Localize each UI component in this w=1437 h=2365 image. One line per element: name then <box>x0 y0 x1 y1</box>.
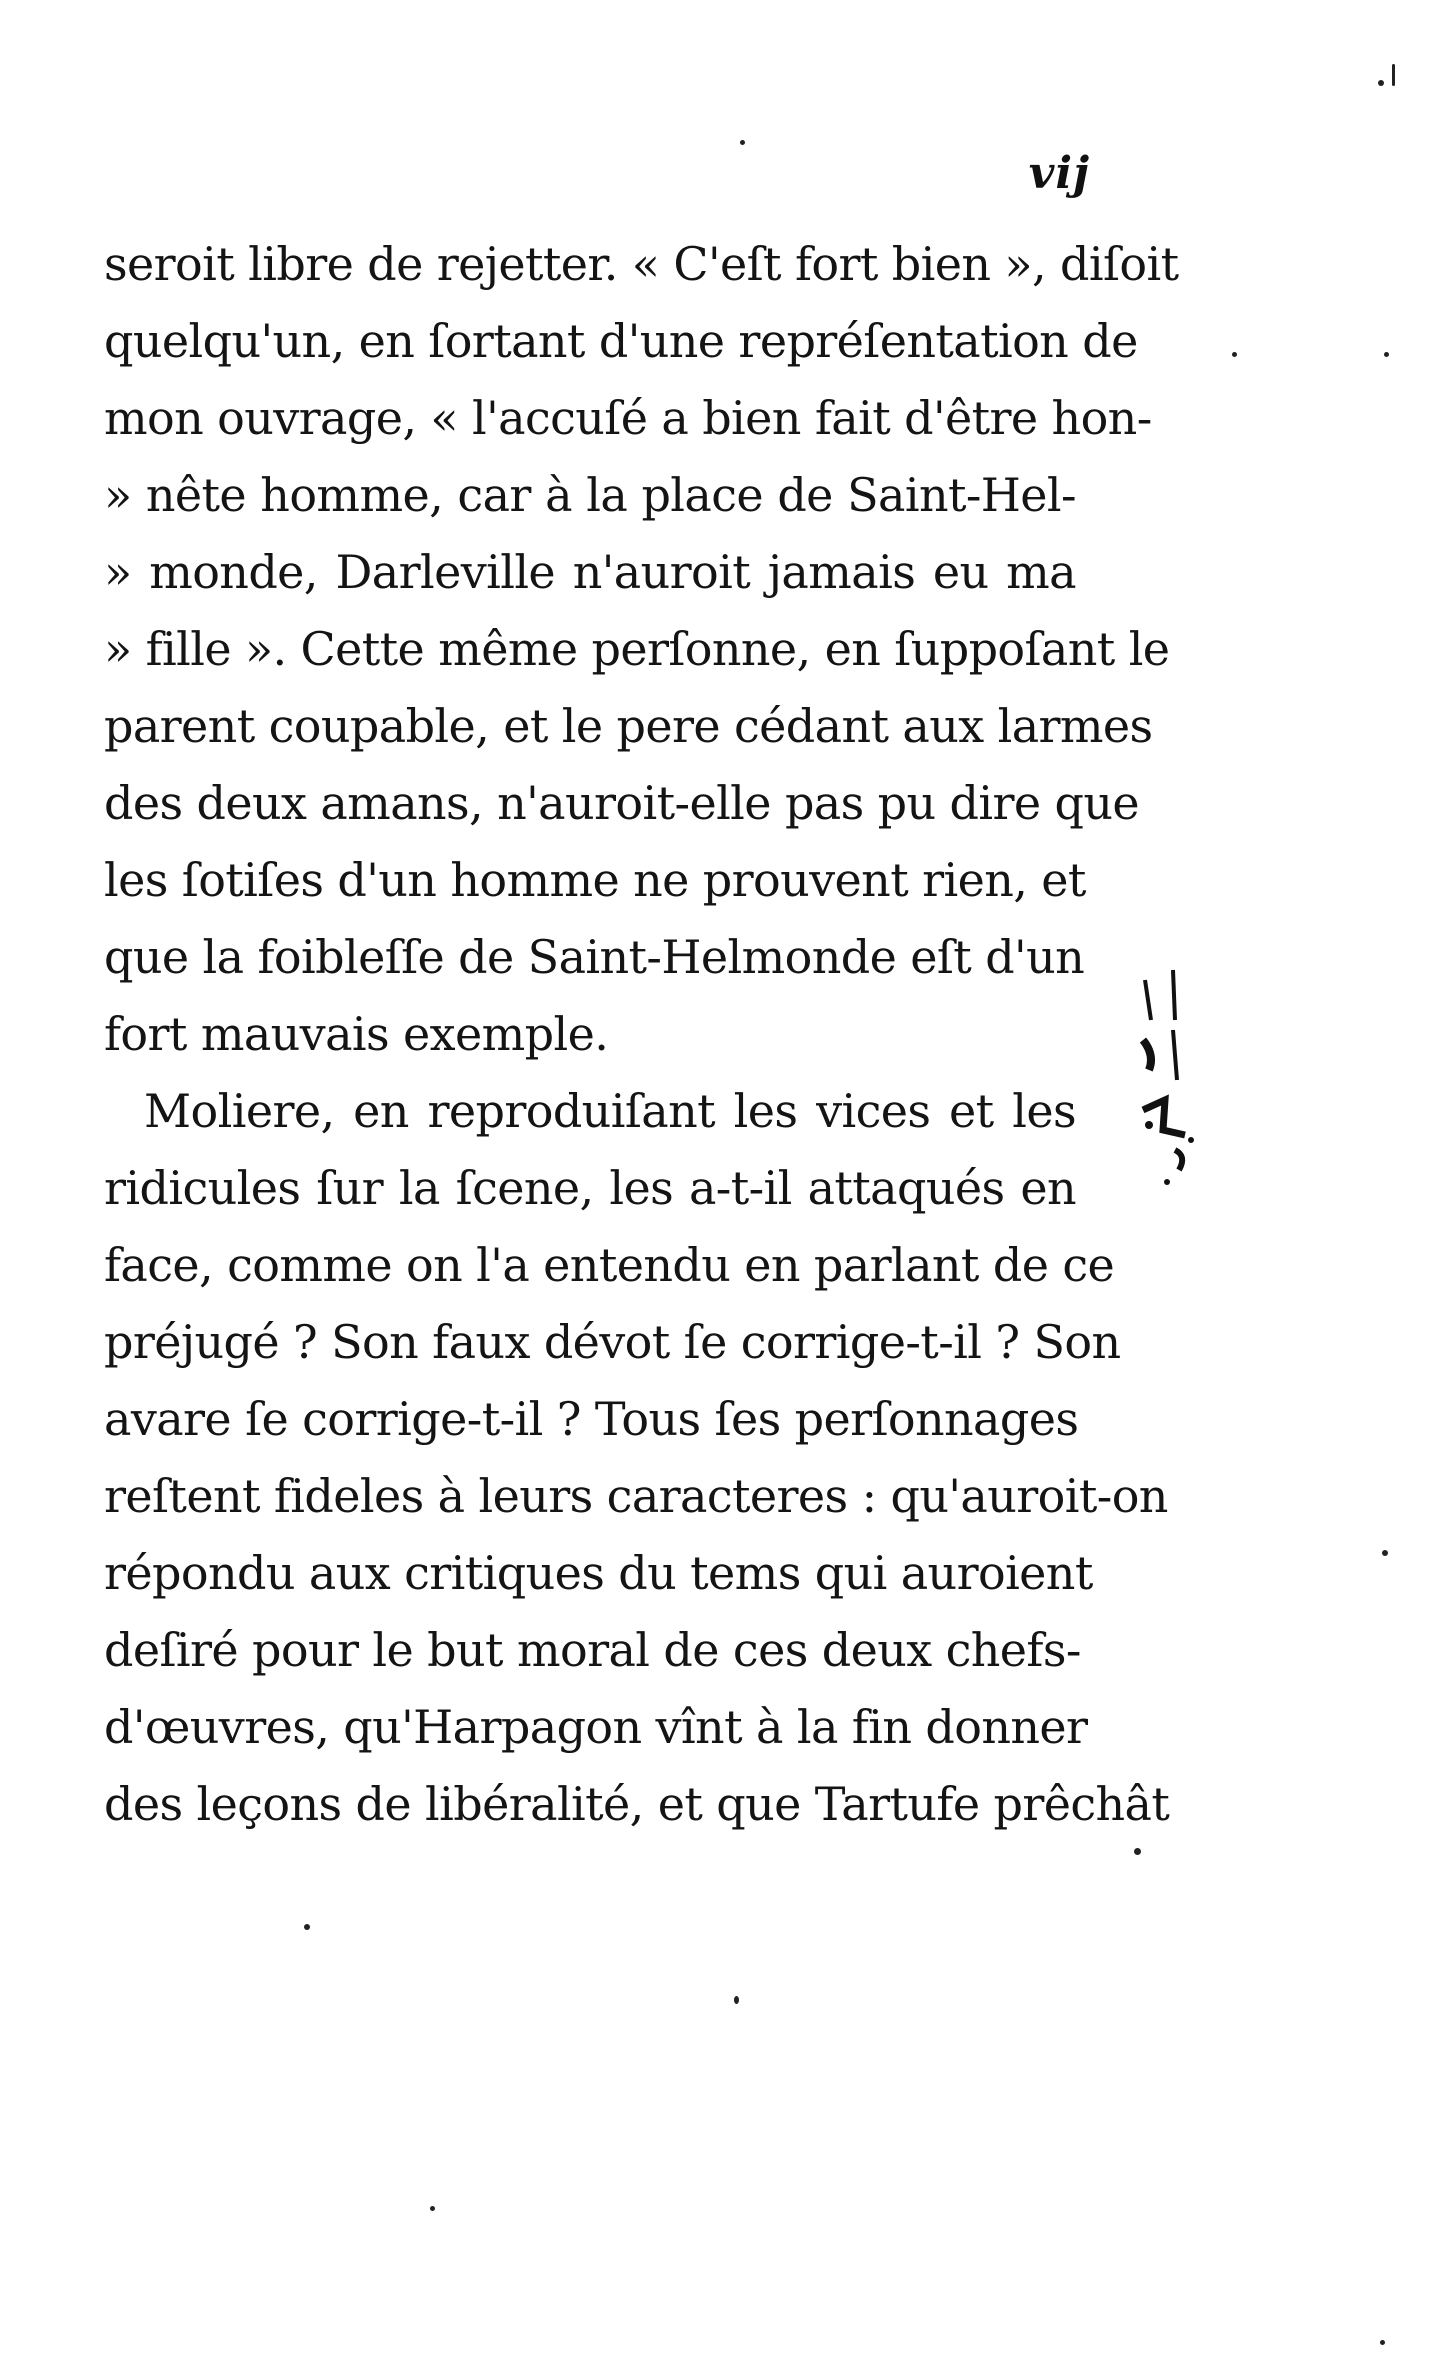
scan-speck <box>1232 352 1237 357</box>
body-text <box>104 226 1179 1843</box>
text-line: » monde, Darleville n'auroit jamais eu ma <box>104 545 1076 599</box>
scan-speck <box>430 2206 435 2211</box>
text-line: parent coupable, et le pere cédant aux larmes <box>104 699 1153 753</box>
scan-speck <box>734 1996 739 2004</box>
scan-speck <box>1384 352 1389 357</box>
text-line: face, comme on l'a entendu en parlant de ce <box>104 1238 1115 1292</box>
page-number: vij <box>1028 148 1090 199</box>
text-line: avare ſe corrige-t-il ? Tous ſes perſonnages <box>104 1392 1079 1446</box>
text-line: Moliere, en reproduiſant les vices et les <box>144 1084 1076 1138</box>
text-line: quelqu'un, en ſortant d'une repréſentation de <box>104 314 1138 368</box>
text-line: des deux amans, n'auroit-elle pas pu dire que <box>104 776 1140 830</box>
text-line: d'œuvres, qu'Harpagon vînt à la fin donner <box>104 1700 1088 1754</box>
text-line: les ſotiſes d'un homme ne prouvent rien, et <box>104 853 1086 907</box>
margin-bleed-mark <box>1135 960 1215 1200</box>
text-line: fort mauvais exemple. <box>104 1007 609 1061</box>
text-line: répondu aux critiques du tems qui auroient <box>104 1546 1093 1600</box>
scan-speck <box>1392 64 1395 86</box>
text-line: mon ouvrage, « l'accuſé a bien fait d'être hon- <box>104 391 1152 445</box>
text-line: ridicules ſur la ſcene, les a-t-il attaqués en <box>104 1161 1076 1215</box>
text-line: que la foibleſſe de Saint-Helmonde eſt d'un <box>104 930 1085 984</box>
text-line: deſiré pour le but moral de ces deux chefs- <box>104 1623 1081 1677</box>
text-line: des leçons de libéralité, et que Tartufe prêchât <box>104 1777 1170 1831</box>
text-line: préjugé ? Son faux dévot ſe corrige-t-il ? Son <box>104 1315 1121 1369</box>
scan-speck <box>740 140 745 145</box>
text-line: » fille ». Cette même perſonne, en ſuppoſant le <box>104 622 1170 676</box>
text-line: reſtent fideles à leurs caracteres : qu'auroit-on <box>104 1469 1168 1523</box>
text-line: » nête homme, car à la place de Saint-Hel- <box>104 468 1076 522</box>
scan-speck <box>1380 2340 1385 2345</box>
scan-speck <box>1378 80 1384 86</box>
scan-speck <box>1382 1550 1388 1556</box>
scan-speck <box>304 1924 310 1930</box>
scan-speck <box>1134 1848 1141 1855</box>
text-line: seroit libre de rejetter. « C'eſt fort bien », diſoit <box>104 237 1179 291</box>
